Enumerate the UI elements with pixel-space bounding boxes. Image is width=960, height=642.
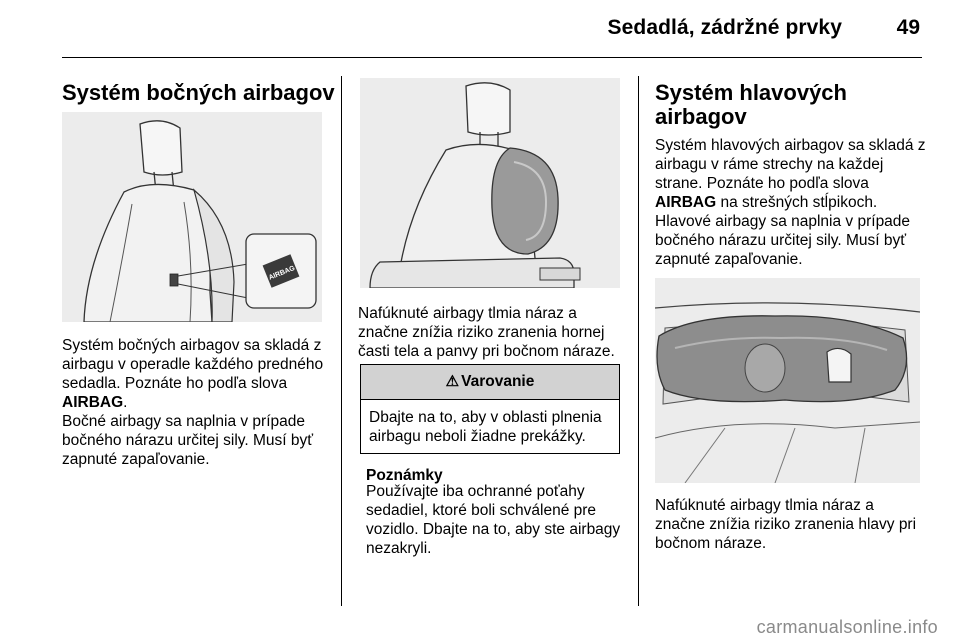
inflated-head-airbag-illustration xyxy=(655,278,920,483)
seat-label-illustration-svg xyxy=(62,112,322,322)
warning-text: Dbajte na to, aby v oblasti plnenia airbagu neboli žiadne prekážky. xyxy=(369,409,602,445)
head-airbag-desc-bold: AIRBAG xyxy=(655,194,717,211)
side-airbag-description xyxy=(62,336,324,412)
inflated-head-airbag-svg xyxy=(655,278,920,483)
page-number: 49 xyxy=(896,16,920,39)
side-airbag-caption: Nafúknuté airbagy tlmia náraz a značne znížia riziko zranenia hornej časti tela a panvy pri bočnom náraze. xyxy=(358,305,615,360)
airbag-label-text: AIRBAG xyxy=(267,264,297,282)
warning-title: Varovanie xyxy=(461,373,535,390)
section-heading-head-airbags-line2: airbagov xyxy=(655,104,747,129)
side-airbag-desc-bold: AIRBAG xyxy=(62,394,124,411)
side-airbag-seat-illustration xyxy=(62,112,322,322)
note-text: Používajte iba ochranné poťahy sedadiel, ktoré boli schválené pre vozidlo. Dbajte na to, aby ste airbagy nezakryli. xyxy=(366,483,621,557)
head-airbag-desc-end: na strešných stĺpikoch. xyxy=(716,194,878,211)
side-airbag-desc-end: . xyxy=(123,394,128,411)
warning-box xyxy=(360,364,620,454)
warning-triangle-icon: ⚠ xyxy=(445,373,460,390)
column-divider-right xyxy=(638,76,639,606)
inflated-side-airbag-illustration xyxy=(360,78,620,288)
head-airbag-inflation-text: Hlavové airbagy sa naplnia v prípade bočného nárazu určitej sily. Musí byť zapnuté zapaľovanie. xyxy=(655,213,911,268)
warning-header xyxy=(361,365,619,400)
watermark-text: carmanualsonline.info xyxy=(756,617,938,637)
page-header-title: Sedadlá, zádržné prvky xyxy=(607,16,842,39)
note-title: Poznámky xyxy=(366,467,443,484)
section-heading-side-airbags: Systém bočných airbagov xyxy=(62,80,335,105)
inflated-side-airbag-svg xyxy=(360,78,620,288)
side-airbag-inflation-text: Bočné airbagy sa naplnia v prípade bočného nárazu určitej sily. Musí byť zapnuté zapaľovanie. xyxy=(62,413,314,468)
header-divider xyxy=(62,57,922,58)
head-airbag-description xyxy=(655,136,927,212)
column-divider-left xyxy=(341,76,342,606)
side-airbag-desc-text: Systém bočných airbagov sa skladá z airbagu v operadle každého predného sedadla. Poznáte ho podľa slova xyxy=(62,337,324,392)
head-airbag-caption: Nafúknuté airbagy tlmia náraz a značne znížia riziko zranenia hlavy pri bočnom náraze. xyxy=(655,497,917,552)
section-heading-head-airbags-line1: Systém hlavových xyxy=(655,80,847,105)
head-airbag-desc-text: Systém hlavových airbagov sa skladá z airbagu v ráme strechy na každej strane. Poznáte ho podľa slova xyxy=(655,137,926,192)
